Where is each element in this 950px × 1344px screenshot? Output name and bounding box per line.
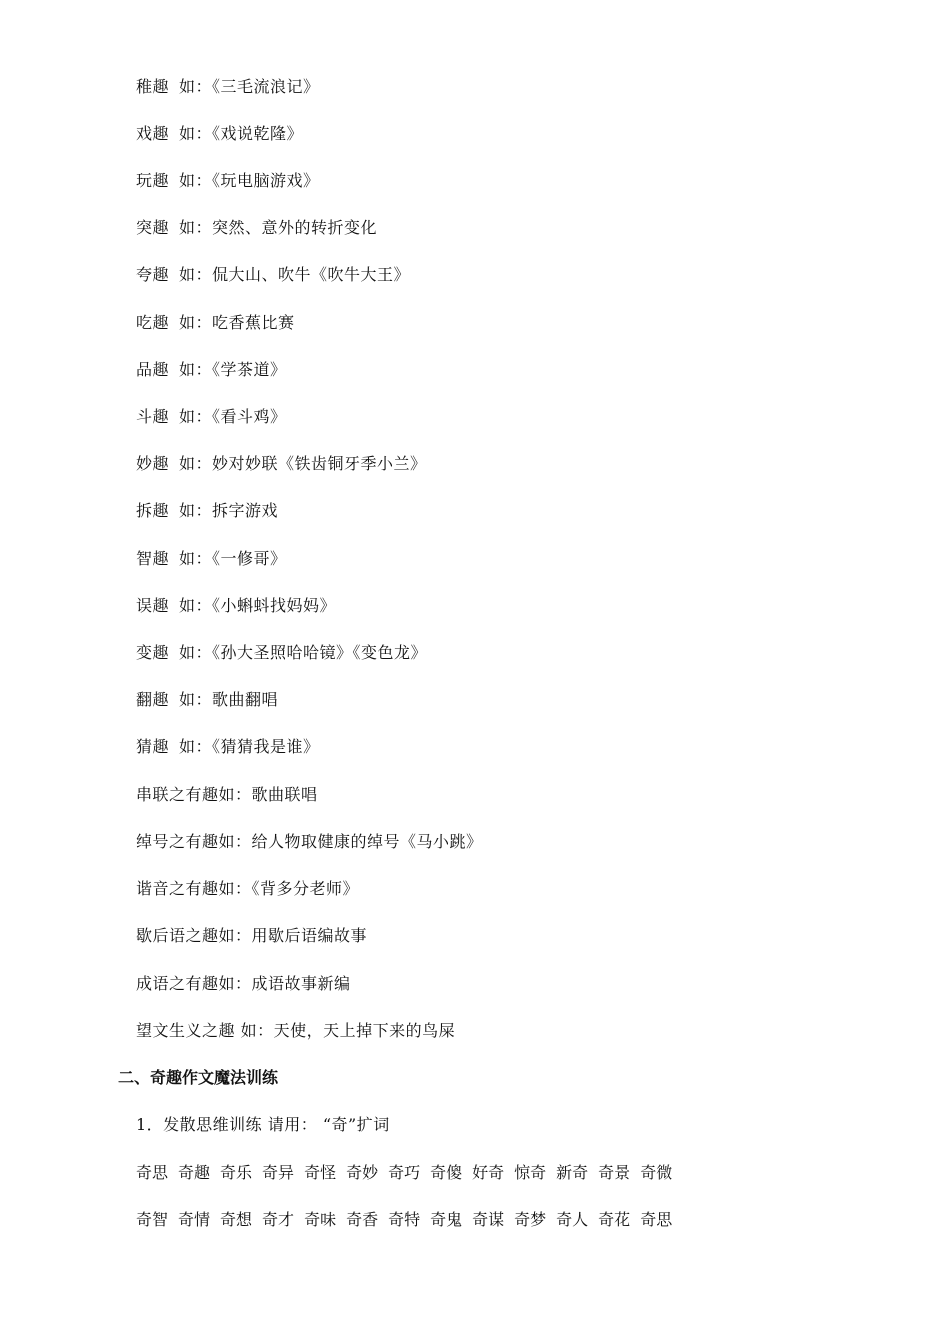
item-term: 夸趣 xyxy=(136,265,170,284)
item-term: 品趣 xyxy=(136,360,170,379)
item-example: 如：《三毛流浪记》 xyxy=(179,77,320,96)
item-term: 变趣 xyxy=(136,643,170,662)
item-example: 如：《猜猜我是谁》 xyxy=(179,737,320,756)
list-item: 成语之有趣如：成语故事新编 xyxy=(136,974,351,993)
word-item: 奇情 xyxy=(178,1210,211,1229)
item-example: 如：拆字游戏 xyxy=(179,501,279,520)
item-example: 如：歌曲翻唱 xyxy=(179,690,279,709)
item-example: 如：《看斗鸡》 xyxy=(179,407,287,426)
list-item: 望文生义之趣 如：天使，天上掉下来的鸟屎 xyxy=(136,1021,456,1040)
item-example: 如：突然、意外的转折变化 xyxy=(179,218,378,237)
word-item: 奇鬼 xyxy=(430,1210,463,1229)
word-item: 好奇 xyxy=(472,1163,505,1182)
item-term: 吃趣 xyxy=(136,313,170,332)
word-item: 奇巧 xyxy=(388,1163,421,1182)
list-item xyxy=(136,643,427,663)
word-item: 奇趣 xyxy=(178,1163,211,1182)
list-item xyxy=(136,360,287,380)
list-item xyxy=(136,549,287,569)
word-item: 奇才 xyxy=(262,1210,295,1229)
word-item: 奇香 xyxy=(346,1210,379,1229)
item-example: 如：《学茶道》 xyxy=(179,360,287,379)
list-item: 谐音之有趣如：《背多分老师》 xyxy=(136,879,360,898)
list-item: 串联之有趣如：歌曲联唱 xyxy=(136,785,318,804)
list-item xyxy=(136,407,287,427)
item-term: 玩趣 xyxy=(136,171,170,190)
item-term: 妙趣 xyxy=(136,454,170,473)
list-item xyxy=(136,124,303,144)
item-example: 如：侃大山、吹牛《吹牛大王》 xyxy=(179,265,411,284)
list-item xyxy=(136,171,320,191)
word-item: 新奇 xyxy=(556,1163,589,1182)
item-term: 戏趣 xyxy=(136,124,170,143)
word-item: 奇异 xyxy=(262,1163,295,1182)
item-term: 突趣 xyxy=(136,218,170,237)
item-term: 翻趣 xyxy=(136,690,170,709)
word-item: 奇特 xyxy=(388,1210,421,1229)
word-item: 奇怪 xyxy=(304,1163,337,1182)
item-term: 误趣 xyxy=(136,596,170,615)
item-example: 如：《一修哥》 xyxy=(179,549,287,568)
word-item: 奇智 xyxy=(136,1210,169,1229)
section-heading: 二、奇趣作文魔法训练 xyxy=(118,1068,279,1087)
word-item: 奇妙 xyxy=(346,1163,379,1182)
list-item xyxy=(136,596,336,616)
exercise-instruction: 1．发散思维训练 请用： “奇”扩词 xyxy=(136,1115,390,1134)
word-item: 奇想 xyxy=(220,1210,253,1229)
item-example: 如：《孙大圣照哈哈镜》《变色龙》 xyxy=(179,643,428,662)
list-item: 绰号之有趣如：给人物取健康的绰号《马小跳》 xyxy=(136,832,483,851)
word-item: 惊奇 xyxy=(514,1163,547,1182)
item-example: 如：《戏说乾隆》 xyxy=(179,124,304,143)
item-example: 如：《小蝌蚪找妈妈》 xyxy=(179,596,337,615)
item-term: 猜趣 xyxy=(136,737,170,756)
list-item xyxy=(136,77,320,97)
list-item xyxy=(136,690,278,710)
word-item: 奇微 xyxy=(640,1163,673,1182)
list-item xyxy=(136,454,427,474)
word-item: 奇谋 xyxy=(472,1210,505,1229)
list-item: 歇后语之趣如：用歇后语编故事 xyxy=(136,926,368,945)
word-item: 奇花 xyxy=(598,1210,631,1229)
word-item: 奇景 xyxy=(598,1163,631,1182)
item-term: 斗趣 xyxy=(136,407,170,426)
word-item: 奇乐 xyxy=(220,1163,253,1182)
item-term: 智趣 xyxy=(136,549,170,568)
word-row xyxy=(136,1163,682,1183)
word-row xyxy=(136,1210,682,1230)
item-term: 拆趣 xyxy=(136,501,170,520)
item-example: 如：吃香蕉比赛 xyxy=(179,313,295,332)
list-item xyxy=(136,737,320,757)
word-item: 奇梦 xyxy=(514,1210,547,1229)
list-item xyxy=(136,265,410,285)
list-item xyxy=(136,501,278,521)
item-term: 稚趣 xyxy=(136,77,170,96)
item-example: 如：妙对妙联《铁齿铜牙季小兰》 xyxy=(179,454,427,473)
word-item: 奇思 xyxy=(136,1163,169,1182)
word-item: 奇思 xyxy=(640,1210,673,1229)
list-item xyxy=(136,218,377,238)
word-item: 奇味 xyxy=(304,1210,337,1229)
word-item: 奇人 xyxy=(556,1210,589,1229)
item-example: 如：《玩电脑游戏》 xyxy=(179,171,320,190)
word-item: 奇傻 xyxy=(430,1163,463,1182)
list-item xyxy=(136,313,295,333)
